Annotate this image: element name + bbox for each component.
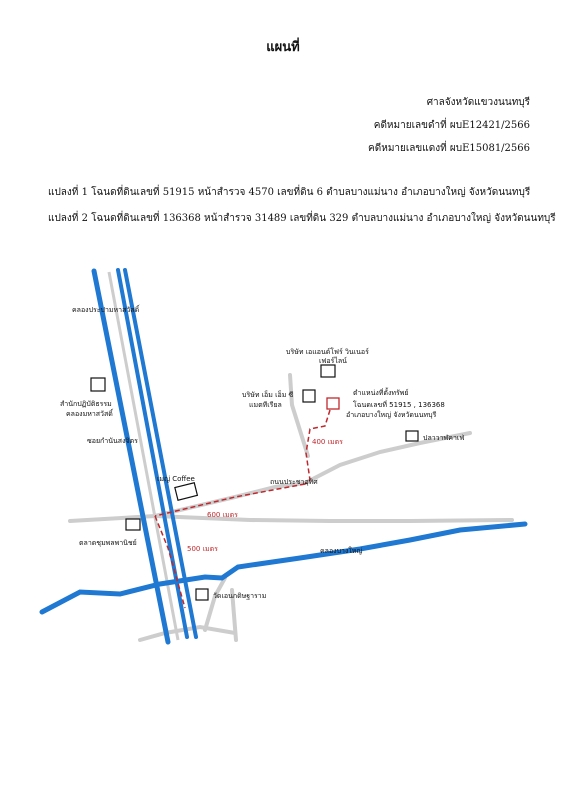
coffee-marker bbox=[175, 483, 198, 500]
page-title: แผนที่ bbox=[266, 40, 300, 55]
company2-marker bbox=[303, 390, 315, 402]
label-coffee: เมญ่ Coffee bbox=[157, 475, 195, 483]
label-pla-cafe: ปลาวาฬคาเฟ่ bbox=[423, 434, 465, 442]
label-market: ตลาดชุมพลพานิชย์ bbox=[79, 539, 137, 547]
label-office-1: สำนักปฏิบัติธรรม bbox=[60, 400, 112, 408]
label-distance-500: 500 เมตร bbox=[187, 545, 218, 553]
label-company1-2: เฟอร์ไลน์ bbox=[319, 357, 347, 365]
label-road: ถนนประชาอุทิศ bbox=[270, 478, 318, 486]
temple-marker bbox=[196, 589, 208, 600]
road-side-branch bbox=[290, 375, 308, 456]
label-soi: ซอยกำนันสงจิตร bbox=[87, 437, 138, 445]
label-distance-600: 600 เมตร bbox=[207, 511, 238, 519]
office-marker bbox=[91, 378, 105, 391]
court-name: ศาลจังหวัดแขวงนนทบุรี bbox=[426, 97, 530, 108]
company1-marker bbox=[321, 365, 335, 377]
label-company2-1: บริษัท เอ็ม เอ็ม ซี bbox=[242, 391, 294, 399]
label-location-2: โฉนดเลขที่ 51915 , 136368 bbox=[353, 401, 445, 409]
road-bottom-branch bbox=[205, 578, 225, 630]
label-company2-2: แมตทีเรียล bbox=[249, 401, 282, 409]
label-canal-prapa: คลองประปามหาสวัสดิ์ bbox=[72, 306, 140, 314]
market-marker bbox=[126, 519, 140, 530]
label-location-3: อำเภอบางใหญ่ จังหวัดนนทบุรี bbox=[346, 411, 437, 419]
black-case-number: คดีหมายเลขดำที่ ผบE12421/2566 bbox=[373, 120, 530, 131]
label-distance-400: 400 เมตร bbox=[312, 438, 343, 446]
label-temple: วัดเอนกดิษฐาราม bbox=[213, 592, 267, 600]
label-company1-1: บริษัท เอแอนด์โฟร์ วินเนอร์ bbox=[286, 348, 369, 356]
cafe-marker bbox=[406, 431, 418, 441]
parcel-1-description: แปลงที่ 1 โฉนดที่ดินเลขที่ 51915 หน้าสำรวจ 4570 เลขที่ดิน 6 ตำบลบางแม่นาง อำเภอบางใหญ่ จังหวัดนนทบุรี bbox=[48, 187, 531, 198]
red-case-number: คดีหมายเลขแดงที่ ผบE15081/2566 bbox=[368, 143, 530, 154]
canal-bangyai bbox=[42, 524, 525, 612]
label-location-1: ตำแหน่งที่ตั้งทรัพย์ bbox=[353, 389, 409, 397]
parcel-2-description: แปลงที่ 2 โฉนดที่ดินเลขที่ 136368 หน้าสำรวจ 31489 เลขที่ดิน 329 ตำบลบางแม่นาง อำเภอบางใหญ่ จังหวัดนนทบุรี bbox=[48, 213, 556, 224]
property-marker bbox=[327, 398, 339, 409]
label-canal-bangyai: คลองบางใหญ่ bbox=[320, 547, 363, 555]
label-office-2: คลองมหาสวัสดิ์ bbox=[66, 410, 113, 418]
